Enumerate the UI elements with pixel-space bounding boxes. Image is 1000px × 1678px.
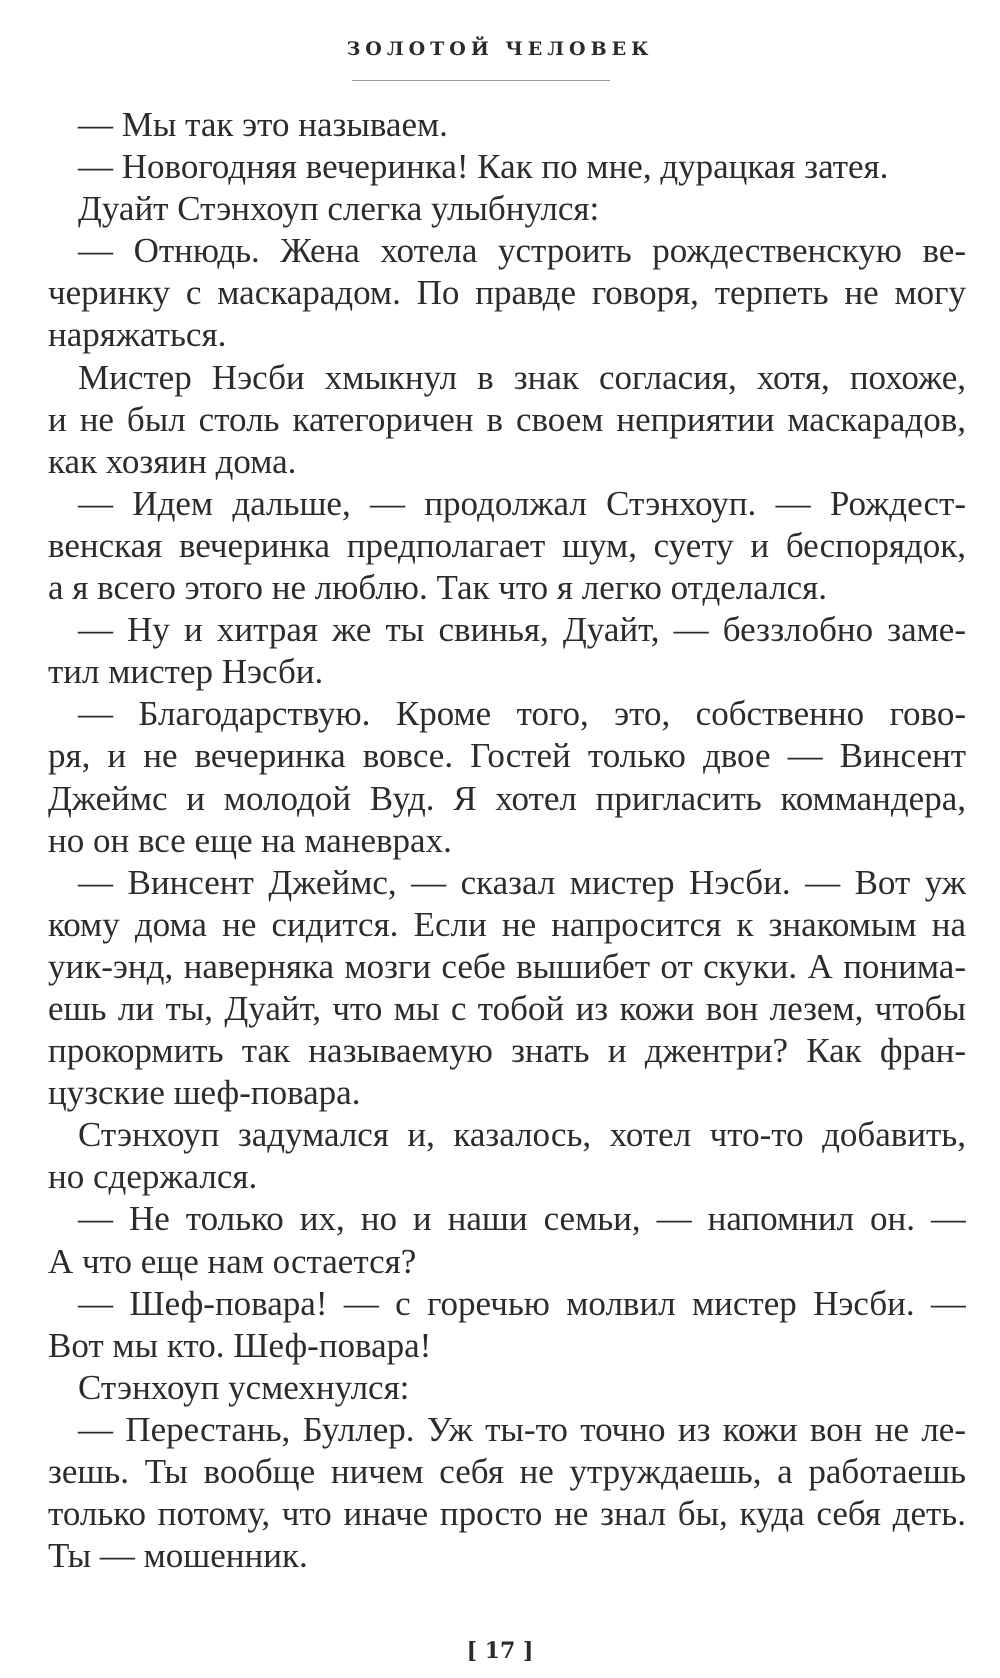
text-line: но он все еще на маневрах. — [48, 820, 452, 860]
text-line: и не был столь категоричен в своем неприятии маскарадов, — [48, 399, 966, 439]
running-head: ЗОЛОТОЙ ЧЕЛОВЕК — [346, 38, 654, 60]
text-line: — Благодарствую. Кроме того, это, собственно гово- — [78, 694, 966, 734]
text-line: Стэнхоуп усмехнулся: — [78, 1367, 410, 1407]
text-line: — Идем дальше, — продолжал Стэнхоуп. — Рождест- — [78, 483, 966, 523]
text-line: только потому, что иначе просто не знал бы, куда себя деть. — [48, 1494, 966, 1534]
text-line: цузские шеф-повара. — [48, 1073, 361, 1113]
text-line: — Шеф-повара! — с горечью молвил мистер Нэсби. — — [78, 1283, 966, 1323]
text-line: — Винсент Джеймс, — сказал мистер Нэсби. — Вот уж — [78, 862, 966, 902]
text-line: ря, и не вечеринка вовсе. Гостей только двое — Винсент — [48, 736, 966, 776]
text-line: ешь ли ты, Дуайт, что мы с тобой из кожи вон лезем, чтобы — [48, 988, 966, 1028]
text-line: — Новогодняя вечеринка! Как по мне, дурацкая затея. — [78, 147, 889, 187]
text-line: тил мистер Нэсби. — [48, 652, 324, 692]
body-text — [48, 104, 966, 1577]
text-line: наряжаться. — [48, 315, 227, 355]
text-line: Мистер Нэсби хмыкнул в знак согласия, хотя, похоже, — [78, 357, 966, 397]
text-line: Стэнхоуп задумался и, казалось, хотел что-то добавить, — [78, 1115, 966, 1155]
text-line: но сдержался. — [48, 1157, 258, 1197]
text-line: венская вечеринка предполагает шум, суету и беспорядок, — [48, 525, 966, 565]
text-line: — Ну и хитрая же ты свинья, Дуайт, — беззлобно заме- — [78, 610, 966, 650]
text-line: Ты — мошенник. — [48, 1536, 308, 1576]
text-line: А что еще нам остается? — [48, 1241, 417, 1281]
text-line: — Перестань, Буллер. Уж ты-то точно из кожи вон не ле- — [78, 1409, 966, 1449]
text-line: зешь. Ты вообще ничем себя не утруждаешь, а работаешь — [48, 1452, 966, 1491]
text-line: — Не только их, но и наши семьи, — напомнил он. — — [78, 1199, 966, 1239]
running-head-rule — [352, 80, 610, 81]
text-line: — Мы так это называем. — [78, 105, 448, 144]
page-number: [ 17 ] — [466, 1638, 534, 1664]
text-line: кому дома не сидится. Если не напросится к знакомым на — [48, 904, 966, 944]
text-line: — Отнюдь. Жена хотела устроить рождественскую ве- — [78, 231, 966, 271]
text-line: как хозяин дома. — [48, 441, 297, 481]
text-line: а я всего этого не люблю. Так что я легко отделался. — [48, 568, 827, 608]
text-line: Джеймс и молодой Вуд. Я хотел пригласить коммандера, — [48, 778, 966, 818]
text-line: Дуайт Стэнхоуп слегка улыбнулся: — [78, 189, 600, 229]
text-line: черинку с маскарадом. По правде говоря, терпеть не могу — [48, 273, 966, 313]
text-line: прокормить так называемую знать и джентри? Как фран- — [48, 1031, 966, 1071]
text-line: уик-энд, наверняка мозги себе вышибет от скуки. А понима- — [48, 946, 966, 986]
text-line: Вот мы кто. Шеф-повара! — [48, 1325, 432, 1365]
